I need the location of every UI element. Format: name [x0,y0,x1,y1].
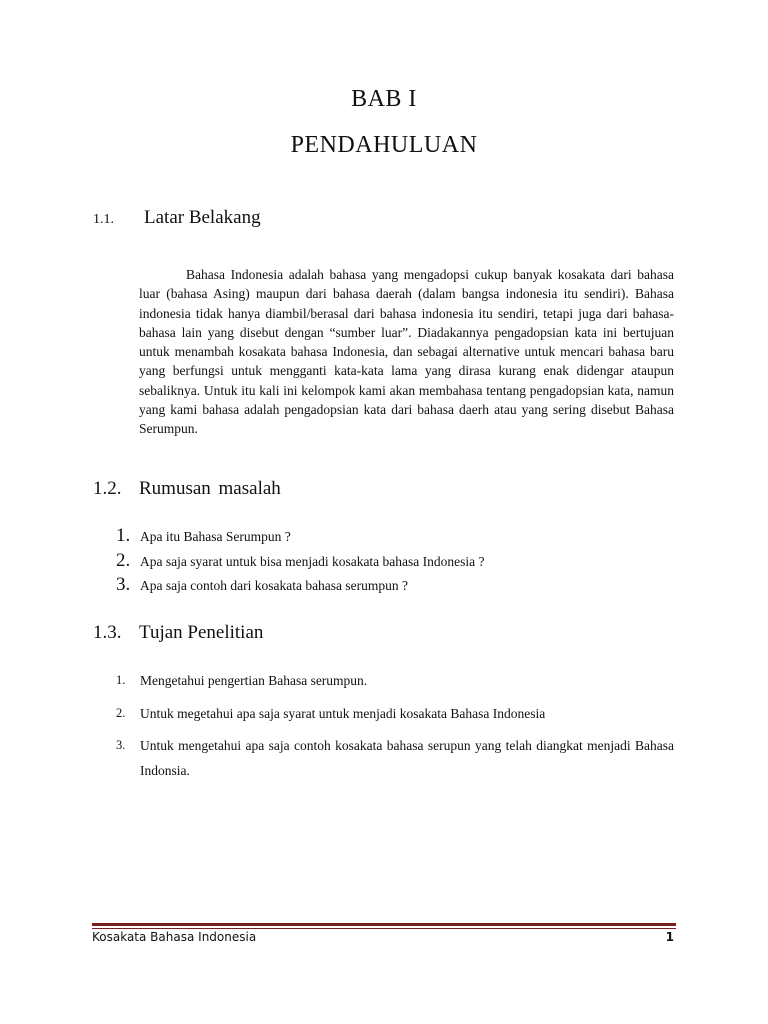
list-item-number: 2. [116,705,126,720]
section-title: Rumusan masalah [139,478,281,499]
list-item-text: Apa saja syarat untuk bisa menjadi kosakata bahasa Indonesia ? [140,553,485,569]
list-item-number: 3. [116,738,126,752]
section-title: Latar Belakang [144,207,261,228]
list-item-text: Apa saja contoh dari kosakata bahasa serumpun ? [140,578,409,593]
chapter-title: PENDAHULUAN [290,132,478,158]
section-number: 1.1. [93,212,114,227]
section-number: 1.2. [93,478,122,499]
list-item-text: Mengetahui pengertian Bahasa serumpun. [140,673,368,688]
footer-rule [92,923,676,926]
footer-page-number: 1 [665,930,674,944]
section-title: Tujan Penelitian [139,622,264,643]
research-objectives-list [116,668,674,791]
background-paragraph: Bahasa Indonesia adalah bahasa yang mengadopsi cukup banyak kosakata dari bahasa luar (bahasa Asing) maupun dari bahasa daerah (dalam bangsa indonesia itu sendiri). Bahasa indonesia tidak hanya diambil/berasal dari bahasa indonesia itu sendiri, tetapi juga dari bahasa-bahasa lain yang disebut dengan “sumber luar”. Diadakannya pengadopsian kata ini bertujuan untuk menambah kosakata bahasa Indonesia, dan sebagai alternative untuk mencari bahasa baru yang berfungsi untuk mengganti kata-kata lama yang dirasa kurang enak didengar ataupun sebaliknya. Untuk itu kali ini kelompok kami akan membahasa tentang pengadopsian kata, namun yang kami bahasa adalah pengadopsian kata dari bahasa daerh atau yang sering disebut Bahasa Serumpun. [139,267,674,437]
section-heading-tujuan-penelitian [93,622,263,644]
footer-document-title: Kosakata Bahasa Indonesia [92,930,257,944]
list-item-number: 1. [116,525,131,546]
list-item [116,733,674,783]
list-item-number: 2. [116,549,131,571]
list-item-number: 1. [116,673,126,687]
list-item [116,525,485,550]
chapter-label: BAB I [351,86,417,112]
list-item-text: Apa itu Bahasa Serumpun ? [140,529,291,544]
list-item [116,668,674,693]
section-heading-rumusan-masalah [93,478,281,500]
list-item [116,701,674,726]
list-item-text: Untuk megetahui apa saja syarat untuk menjadi kosakata Bahasa Indonesia [140,705,546,721]
list-item-number: 3. [116,574,131,595]
list-item [116,550,485,575]
section-heading-latar-belakang [93,207,261,229]
problem-statement-list [116,525,485,599]
footer-rule-thin [92,928,676,929]
section-number: 1.3. [93,622,122,643]
list-item [116,574,485,599]
list-item-text: Untuk mengetahui apa saja contoh kosakata bahasa serupun yang telah diangkat menjadi Bahasa Indonsia. [140,738,674,778]
